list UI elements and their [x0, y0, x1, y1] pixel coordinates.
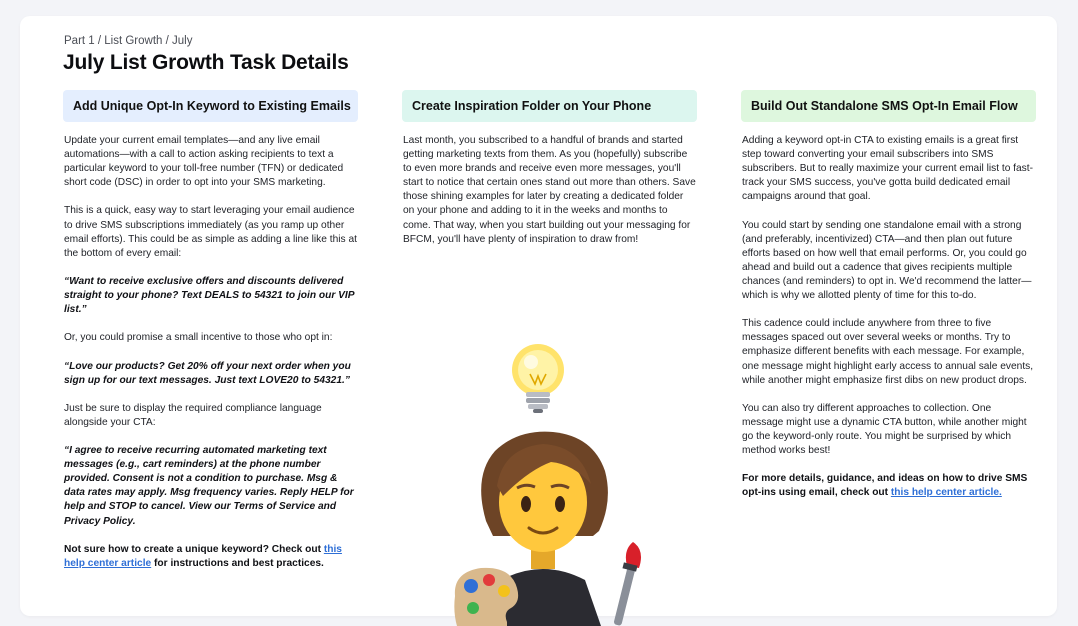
paragraph: Update your current email templates—and any live email automations—with a call to action asking recipients to text a particular keyword to your toll-free number (TFN) or dedicated short code (DSC) in order to opt into your SMS marketing.: [64, 135, 344, 189]
help-paragraph: [742, 472, 1035, 500]
task-body: [741, 122, 1036, 500]
paragraph: Last month, you subscribed to a handful of brands and started getting marketing texts from them. As you (hopefully) subscribe to even more brands and receive even more messages, you'll start to notice that certain ones stand out more than others. Save those shining examples for later by creating a dedicated folder on your phone and adding to it in the weeks and months to come. That way, when you start building out your messaging for BFCM, you'll have plenty of inspiration to draw from!: [403, 135, 696, 245]
breadcrumb: Part 1 / List Growth / July: [64, 35, 193, 47]
paragraph: Just be sure to display the required compliance language alongside your CTA:: [64, 402, 322, 428]
help-paragraph: [64, 543, 357, 571]
task-body: [402, 122, 697, 247]
task-column-inspiration-folder: [402, 90, 697, 261]
task-body: [63, 122, 358, 571]
example-quote: “Love our products? Get 20% off your next order when you sign up for our text messages. Just text LOVE20 to 54321.”: [64, 360, 351, 386]
help-text: Not sure how to create a unique keyword? Check out: [64, 543, 324, 555]
task-header: Add Unique Opt-In Keyword to Existing Emails: [63, 90, 358, 122]
paragraph: This cadence could include anywhere from three to five messages spaced out over several weeks or months. Try to emphasize different benefits with each message. For example, one message might highlight early access to annual sale events, while another might emphasize first dibs on new product drops.: [742, 318, 1034, 386]
artist-illustration: [433, 336, 663, 626]
paragraph: Adding a keyword opt-in CTA to existing emails is a great first step toward converting your email subscribers into SMS subscribers. But to really maximize your current email list to fast-track your SMS success, you've gotta build dedicated email campaigns around that goal.: [742, 135, 1034, 203]
help-center-link[interactable]: this help center article: [64, 543, 342, 569]
page-title: July List Growth Task Details: [63, 51, 349, 74]
light-bulb-icon: [512, 344, 564, 413]
compliance-quote: “I agree to receive recurring automated marketing text messages (e.g., cart reminders) at the phone number provided. Consent is not a condition to purchase. Msg & data rates may apply. Msg frequency varies. Reply HELP for help and STOP to cancel. View our Terms of Service and Privacy Policy.: [64, 445, 354, 527]
paragraph: Or, you could promise a small incentive to those who opt in:: [64, 332, 333, 344]
paragraph: This is a quick, easy way to start leveraging your email audience to drive SMS subscriptions immediately (as you ramp up other email efforts). This could be as simple as adding a line like this at the bottom of every email:: [64, 205, 357, 259]
help-text: For more details, guidance, and ideas on how to drive SMS opt-ins using email, check out: [742, 473, 1028, 499]
task-details-page: [20, 16, 1057, 616]
paragraph: You could start by sending one standalone email with a strong (and preferably, incentivized) CTA—and then plan out future efforts based on how well that email performs. Or, you could go ahead and build out a cadence that gives recipients multiple chances (and reminders) to opt in. We'd recommend the latter—which is why we allotted plenty of time for this to-do.: [742, 219, 1032, 302]
paint-brush-icon: [613, 542, 641, 626]
example-quote: “Want to receive exclusive offers and discounts delivered straight to your phone? Text DEALS to 54321 to join our VIP list.”: [64, 275, 355, 316]
help-center-link[interactable]: this help center article.: [890, 487, 1002, 499]
help-text: for instructions and best practices.: [151, 557, 324, 569]
paragraph: You can also try different approaches to collection. One message might use a dynamic CTA button, while another might go the keyword-only route. You might be surprised by which method works best!: [742, 402, 1027, 457]
task-header: Build Out Standalone SMS Opt-In Email Flow: [741, 90, 1036, 122]
task-column-standalone-flow: [741, 90, 1036, 515]
task-column-opt-in-keyword: [63, 90, 358, 585]
task-header: Create Inspiration Folder on Your Phone: [402, 90, 697, 122]
